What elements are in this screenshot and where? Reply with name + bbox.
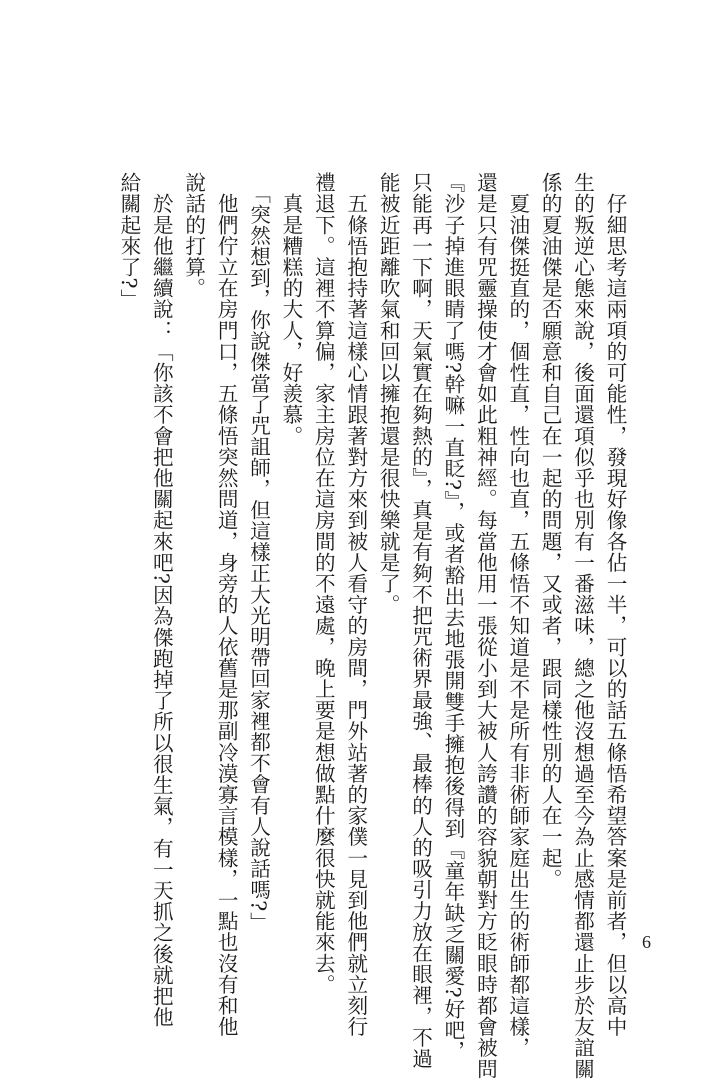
text-line: 生的叛逆心態來說，後面還項似乎也別有一番滋味，總之他沒想過至今為止感情都還止步於友誼關 bbox=[570, 172, 595, 1079]
page-number: 6 bbox=[642, 932, 651, 952]
text-line: 仔細思考這兩項的可能性，發現好像各佔一半，可以的話五條悟希望答案是前者，但以高中 bbox=[603, 172, 627, 1038]
text-line: 能被近距離吹氣和回以擁抱還是很快樂就是了。 bbox=[376, 172, 401, 616]
text-line: 「突然想到，你說傑當了咒詛師，但這樣正大光明帶回家裡都不會有人說話嗎?」 bbox=[246, 172, 271, 933]
text-line: 五條悟抱持著這樣心情跟著對方來到被人看守的房間，門外站著的家僕一見到他們就立刻行 bbox=[343, 172, 368, 1038]
text-line: 於是他繼續說：「你該不會把他關起來吧?因為傑跑掉了所以很生氣，有一天抓之後就把他 bbox=[149, 172, 174, 1028]
text-line: 『沙子掉進眼睛了嗎?幹嘛一直眨?』，或者豁出去地張開雙手擁抱後得到『童年缺乏關愛?好吧， bbox=[440, 172, 465, 1062]
text-line: 禮退下。這裡不算偏，家主房位在這房間的不遠處，晚上要是想做點什麼很快就能來去。 bbox=[311, 172, 336, 995]
text-line: 給關起來了?」 bbox=[116, 172, 141, 311]
text-line: 只能再一下啊，天氣實在夠熱的』，真是有夠不把咒術界最強、最棒的人的吸引力放在眼裡，不過 bbox=[408, 172, 433, 1069]
text-line: 係的夏油傑是否願意和自己在一起的問題，又或者，跟同樣性別的人在一起。 bbox=[538, 172, 563, 890]
text-line: 真是糟糕的大人，好羨慕。 bbox=[278, 172, 303, 447]
vertical-text-body bbox=[113, 172, 632, 1079]
text-line: 夏油傑挺直的，個性直，性向也直，五條悟不知道是不是所有非術師家庭出生的術師都這樣， bbox=[505, 172, 530, 1059]
text-line: 還是只有咒靈操使才會如此粗神經。每當他用一張從小到大被人誇讚的容貌朝對方眨眼時都會被問 bbox=[473, 172, 498, 1079]
text-line: 他們佇立在房門口，五條悟突然問道，身旁的人依舊是那副冷漠寡言模樣，一點也沒有和他 bbox=[214, 172, 239, 1038]
text-line: 說話的打算。 bbox=[181, 172, 206, 299]
